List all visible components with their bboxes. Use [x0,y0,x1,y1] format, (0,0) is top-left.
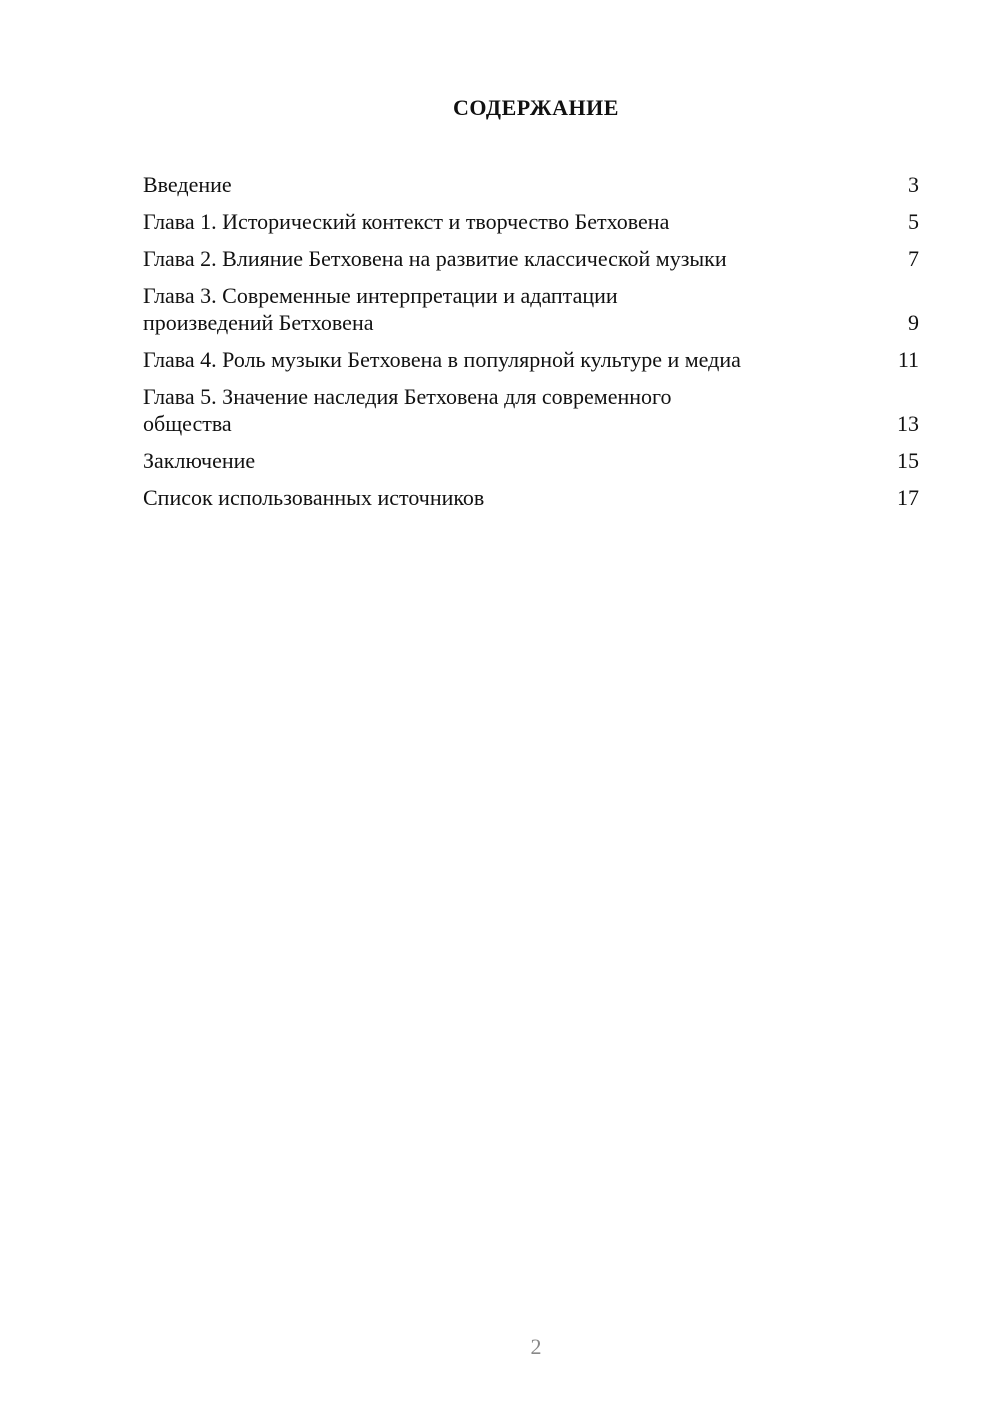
toc-entry-chapter-3 [143,282,919,336]
toc-entry-chapter-2 [143,245,919,272]
toc-entry-page: 11 [897,347,919,372]
toc-entry-page: 17 [897,485,919,510]
toc-entry-chapter-4 [143,346,919,373]
table-of-contents [143,171,919,521]
toc-entry-page: 13 [897,411,919,436]
page-number: 2 [530,1334,542,1359]
toc-entry-title: Глава 4. Роль музыки Бетховена в популярной культуре и медиа [143,347,741,372]
toc-entry-title: Список использованных источников [143,485,485,510]
toc-entry-title: Введение [143,172,232,197]
toc-entry-page: 9 [908,310,919,335]
toc-entry-page: 7 [908,246,919,271]
toc-entry-title: Глава 5. Значение наследия Бетховена для современного общества [143,384,672,436]
page-title: СОДЕРЖАНИЕ [453,95,619,120]
toc-entry-introduction [143,171,919,198]
toc-entry-title: Глава 3. Современные интерпретации и адаптации произведений Бетховена [143,283,618,335]
toc-entry-page: 15 [897,448,919,473]
toc-entry-chapter-5 [143,383,919,437]
toc-entry-chapter-1 [143,208,919,235]
toc-entry-references [143,484,919,511]
toc-entry-conclusion [143,447,919,474]
toc-entry-title: Глава 1. Исторический контекст и творчество Бетховена [143,209,670,234]
toc-entry-page: 5 [908,209,919,234]
toc-entry-title: Глава 2. Влияние Бетховена на развитие классической музыки [143,246,727,271]
toc-entry-page: 3 [908,172,919,197]
toc-entry-title: Заключение [143,448,256,473]
